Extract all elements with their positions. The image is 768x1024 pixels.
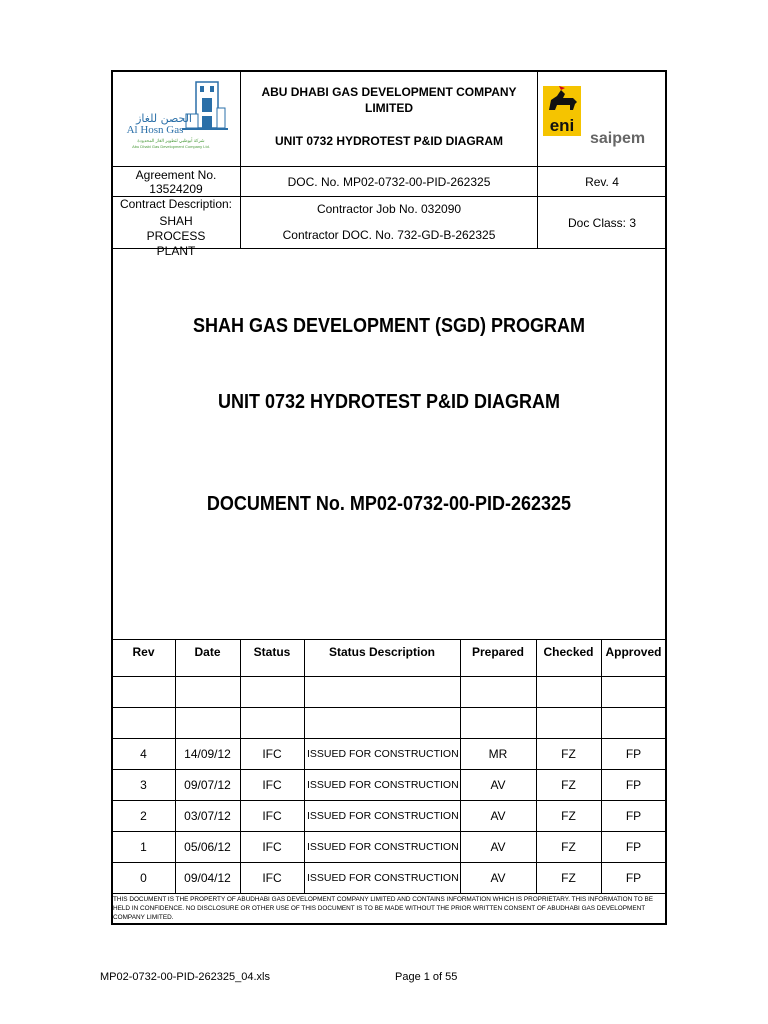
contractor-job-no: Contractor Job No. 032090 — [316, 202, 462, 216]
column-header: Prepared — [471, 645, 525, 659]
eni-wordmark: eni — [549, 116, 575, 135]
column-header: Approved — [605, 645, 662, 659]
revision-table — [112, 639, 666, 894]
document-number: DOCUMENT No. MP02-0732-00-PID-262325 — [206, 492, 572, 515]
saipem-logo: saipem — [590, 130, 646, 147]
table-cell: IFC — [262, 808, 282, 823]
table-cell: FP — [625, 777, 642, 792]
alhosn-logo — [116, 78, 236, 162]
contract-description-label: Contract Description: — [119, 197, 233, 211]
footer-page-number: Page 1 of 55 — [395, 971, 458, 983]
table-cell: FZ — [561, 808, 576, 823]
table-cell: AV — [490, 808, 506, 823]
column-header: Checked — [543, 645, 594, 659]
table-cell: 2 — [140, 808, 147, 823]
table-cell: ISSUED FOR CONSTRUCTION — [307, 747, 459, 760]
table-cell: ISSUED FOR CONSTRUCTION — [307, 809, 459, 822]
revision-label: Rev. 4 — [585, 174, 619, 189]
table-cell: 4 — [140, 746, 147, 761]
table-cell: IFC — [262, 746, 282, 761]
unit-title: UNIT 0732 HYDROTEST P&ID DIAGRAM — [217, 390, 561, 413]
table-cell: FP — [625, 746, 642, 761]
table-cell: IFC — [262, 870, 282, 885]
table-cell: FZ — [561, 839, 576, 854]
table-cell: 09/04/12 — [184, 870, 231, 885]
alhosn-subtitle-arabic: شركة أبوظبي لتطوير الغاز المحدودة — [137, 138, 205, 143]
table-cell: FZ — [561, 870, 576, 885]
table-cell: AV — [490, 777, 506, 792]
table-cell: 1 — [140, 839, 147, 854]
table-cell: 14/09/12 — [184, 746, 231, 761]
contract-description-value: SHAH PROCESS PLANT — [146, 214, 206, 258]
contractor-doc-no: Contractor DOC. No. 732-GD-B-262325 — [282, 228, 496, 242]
program-title: SHAH GAS DEVELOPMENT (SGD) PROGRAM — [192, 314, 586, 337]
column-header: Status Description — [328, 645, 436, 659]
table-cell: FP — [625, 870, 642, 885]
company-name: ABU DHABI GAS DEVELOPMENT COMPANY LIMITED — [261, 85, 517, 115]
table-cell: 09/07/12 — [184, 777, 231, 792]
table-cell: ISSUED FOR CONSTRUCTION — [307, 778, 459, 791]
doc-no: DOC. No. MP02-0732-00-PID-262325 — [287, 174, 491, 189]
eni-logo — [543, 86, 581, 136]
divider — [240, 71, 241, 248]
column-header: Rev — [132, 645, 155, 659]
column-header: Date — [194, 645, 221, 659]
table-cell: FP — [625, 808, 642, 823]
agreement-no: Agreement No. 13524209 — [135, 167, 217, 196]
alhosn-arabic-name: الحصن للغاز — [136, 112, 192, 125]
doc-class: Doc Class: 3 — [567, 215, 637, 230]
table-cell: 03/07/12 — [184, 808, 231, 823]
table-cell: IFC — [262, 777, 282, 792]
table-cell: AV — [490, 839, 506, 854]
footer-filename: MP02-0732-00-PID-262325_04.xls — [100, 971, 270, 983]
table-cell: 0 — [140, 870, 147, 885]
column-header: Status — [253, 645, 291, 659]
table-cell: AV — [490, 870, 506, 885]
table-cell: MR — [488, 746, 508, 761]
table-cell: ISSUED FOR CONSTRUCTION — [307, 871, 459, 884]
table-cell: FZ — [561, 746, 576, 761]
table-cell: IFC — [262, 839, 282, 854]
header-title: UNIT 0732 HYDROTEST P&ID DIAGRAM — [274, 134, 504, 148]
table-cell: 05/06/12 — [184, 839, 231, 854]
table-cell: FZ — [561, 777, 576, 792]
table-cell: ISSUED FOR CONSTRUCTION — [307, 840, 459, 853]
alhosn-subtitle: Abu Dhabi Gas Development Company Ltd. — [132, 144, 210, 149]
eni-dog-icon — [543, 86, 581, 120]
table-cell: FP — [625, 839, 642, 854]
confidentiality-notice: THIS DOCUMENT IS THE PROPERTY OF ABUDHABI GAS DEVELOPMENT COMPANY LIMITED AND CONTAINS INFORMATION WHICH IS PROPRIETARY. THIS INFORMATION TO BE HELD IN CONFIDENCE. NO DISCLOSURE OR OTHER USE OF THIS DOCUMENT IS TO BE MADE WITHOUT THE PRIOR WRITTEN CONSENT OF ABUDHABI GAS DEVELOPMENT COMPANY LIMITED. — [113, 896, 653, 921]
table-cell: 3 — [140, 777, 147, 792]
alhosn-name: Al Hosn Gas — [126, 124, 184, 136]
